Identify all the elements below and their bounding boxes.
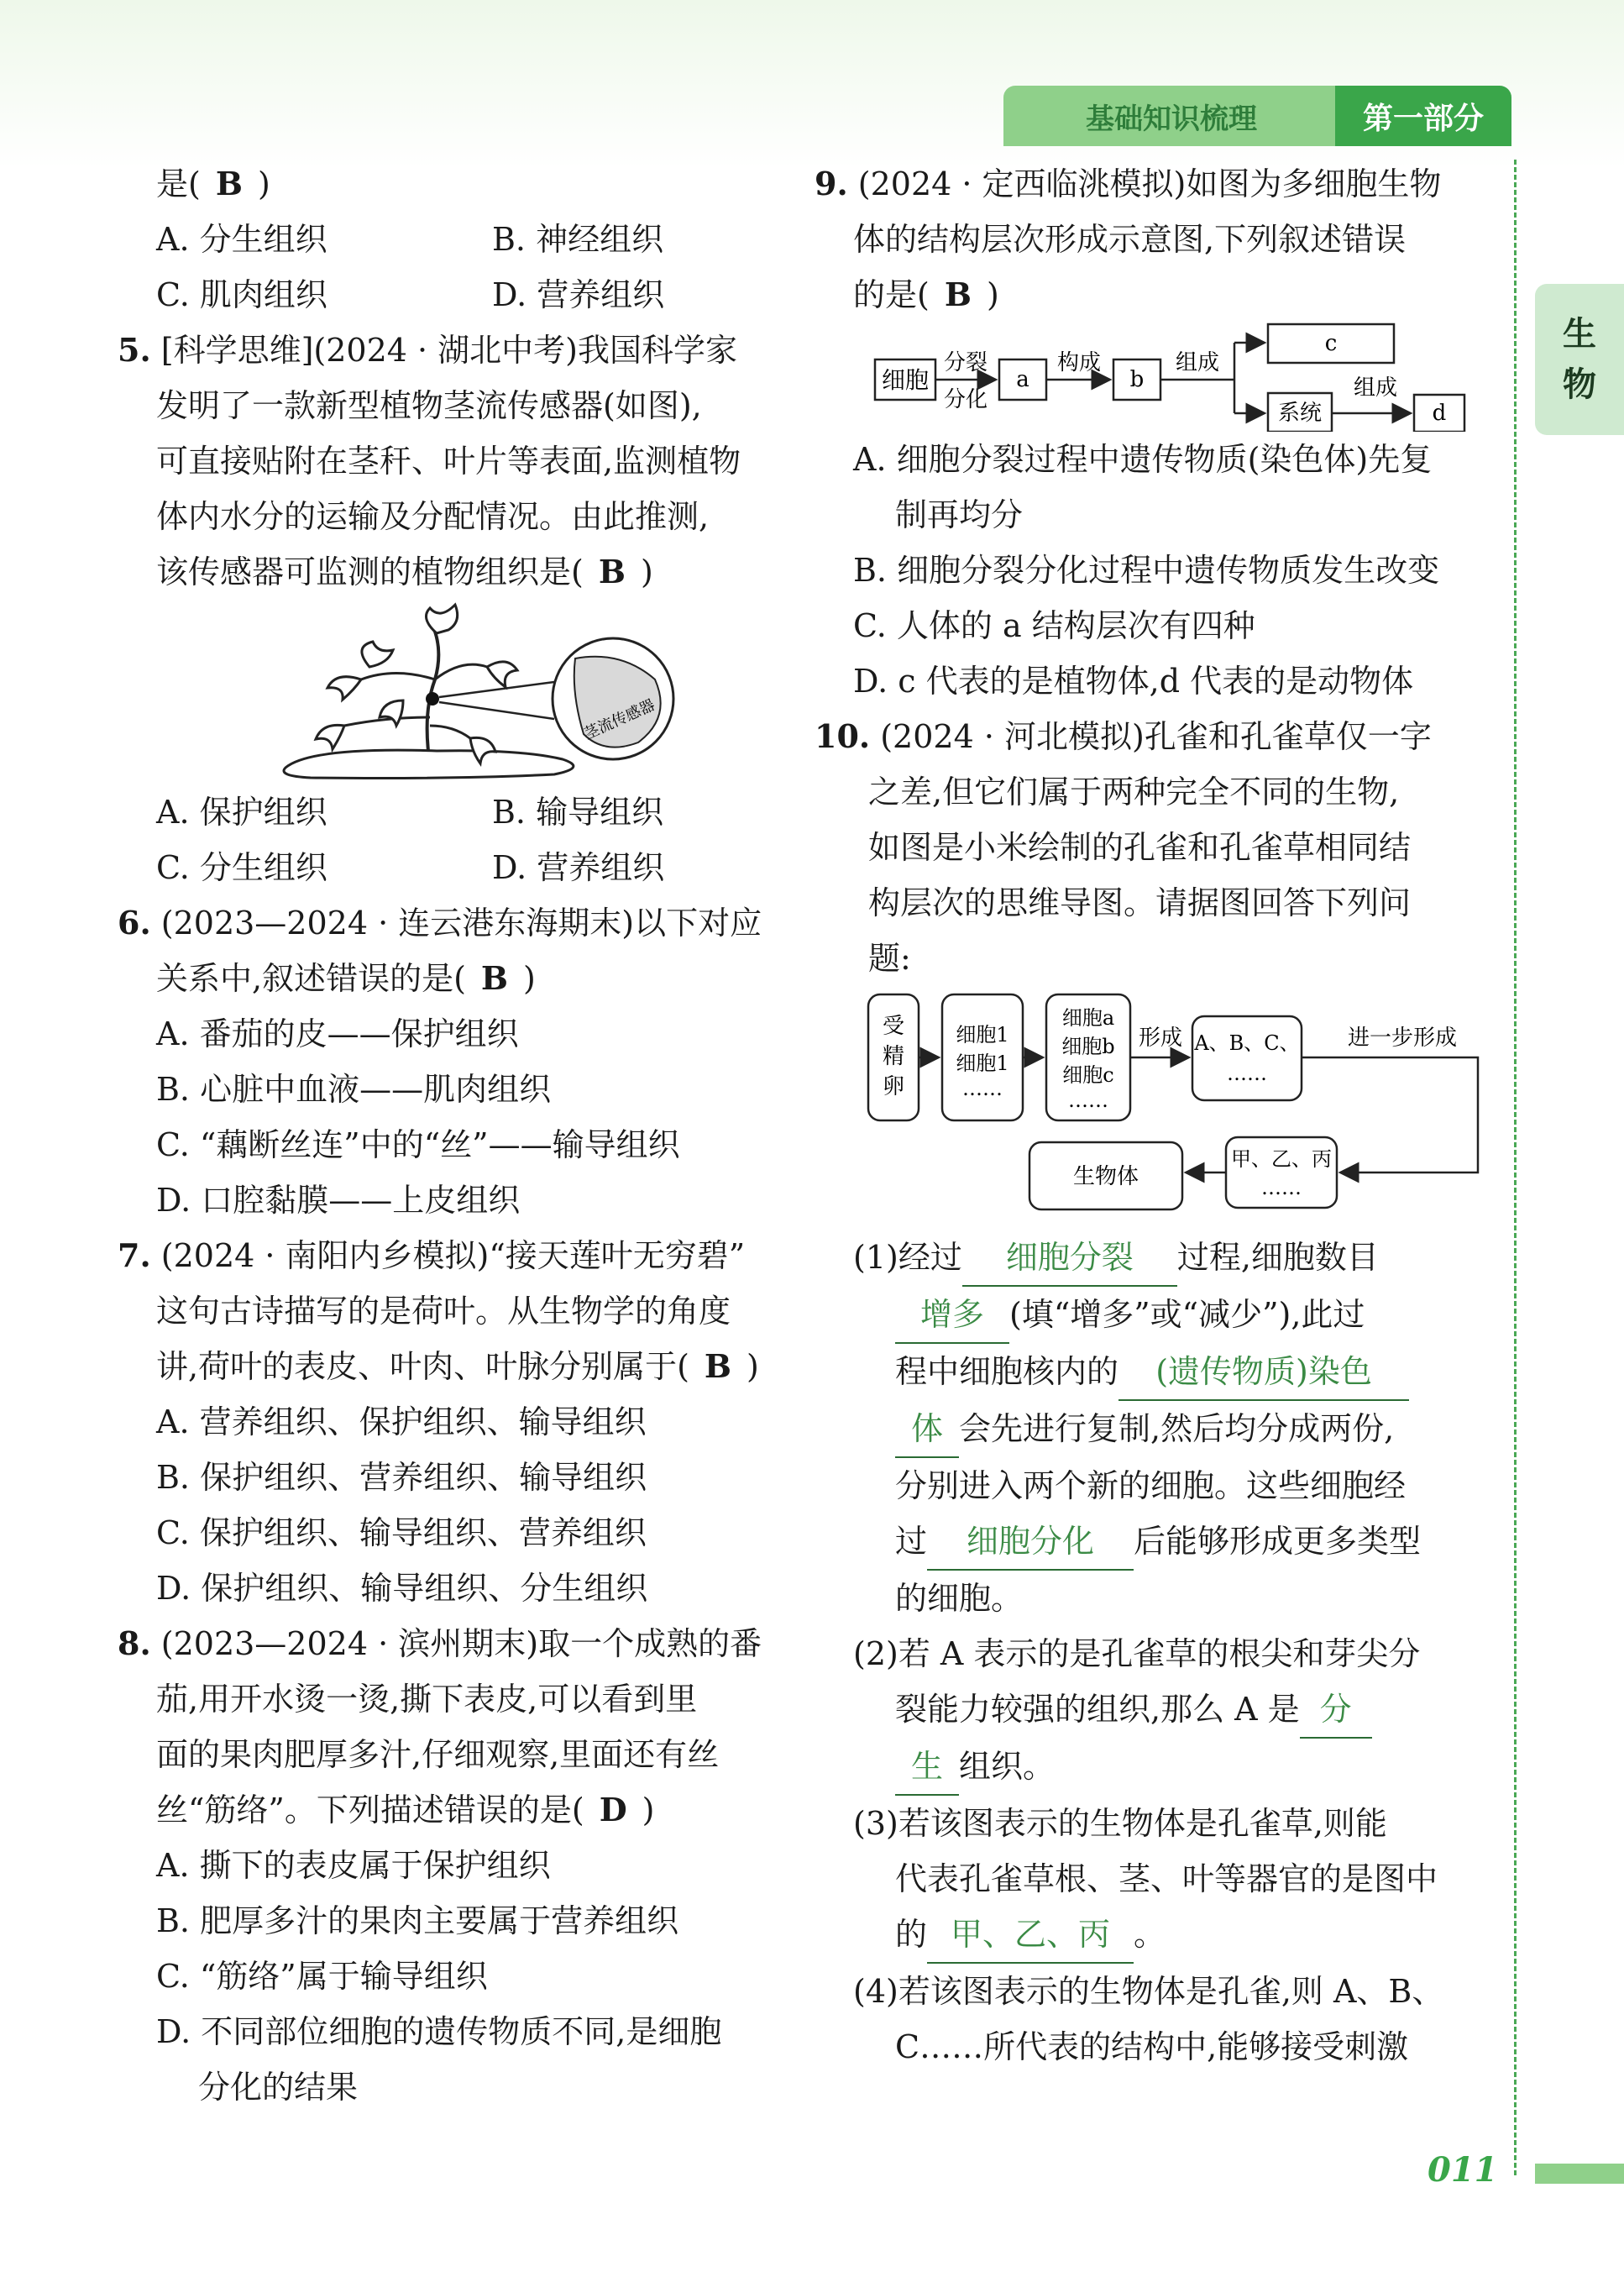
q10-s3-line-1: (3)若该图表示的生物体是孔雀草,则能 <box>853 1805 1387 1842</box>
q7-line-3: 讲,荷叶的表皮、叶肉、叶脉分别属于( B ) <box>118 1339 781 1394</box>
q10-cell1-2: 细胞1 <box>956 1052 1009 1075</box>
q4-option-d: D. 营养组织 <box>492 276 665 313</box>
q9-flow-svg <box>815 323 1503 432</box>
q9-zucheng2-label: 组成 <box>1353 375 1398 401</box>
q9-line-1: 9. (2024 · 定西临洮模拟)如图为多细胞生物 <box>815 165 1442 202</box>
subject-char-1: 生 <box>1563 315 1596 354</box>
q8-answer: D <box>599 1791 627 1828</box>
q10-mindmap-diagram <box>815 986 1503 1230</box>
q5-option-d: D. 营养组织 <box>492 849 665 886</box>
q9-fenlie-label: 分裂 <box>943 350 988 375</box>
q10-s1-line-6: 过 细胞分化 后能够形成更多类型 <box>815 1513 1503 1571</box>
sensor-label: 茎流传感器 <box>581 696 658 743</box>
q10-abc-1: A、B、C、 <box>1194 1031 1300 1055</box>
part-tab: 第一部分 <box>1335 86 1511 146</box>
q5-line-4: 体内水分的运输及分配情况。由此推测, <box>156 498 710 535</box>
q9-option-c: C. 人体的 a 结构层次有四种 <box>853 607 1255 644</box>
q10-s1-line-4: 体 会先进行复制,然后均分成两份, <box>815 1401 1503 1458</box>
q10-s1-blank-3b: 体 <box>895 1401 959 1458</box>
q5-options-row1 <box>118 784 781 840</box>
section-tab: 基础知识梳理 <box>1003 86 1339 146</box>
q6-answer: B <box>480 959 509 997</box>
q8-option-a: A. 撕下的表皮属于保护组织 <box>156 1847 551 1884</box>
subject-char-2: 物 <box>1563 365 1596 404</box>
q10-s1-blank-3a: (遗传物质)染色 <box>1118 1344 1409 1401</box>
q5-option-c: C. 分生组织 <box>156 849 327 886</box>
q10-box-abc <box>1192 1016 1302 1100</box>
q10-egg-3: 卵 <box>882 1074 905 1099</box>
q10-line-3: 如图是小米绘制的孔雀和孔雀草相同结 <box>868 829 1412 866</box>
q4-stem: 是( B ) <box>118 156 781 212</box>
q9-option-a-line2: 制再均分 <box>895 496 1024 533</box>
q9-b-label: b <box>1129 367 1145 392</box>
q10-mindmap-svg <box>815 986 1503 1230</box>
q10-s4-line-2: C……所代表的结构中,能够接受刺激 <box>895 2028 1409 2065</box>
q8-line-1: 8. (2023—2024 · 滨州期末)取一个成熟的番 <box>118 1624 762 1662</box>
q10-organism-label: 生物体 <box>1072 1164 1139 1189</box>
q8-line-4: 丝“筋络”。下列描述错误的是( D ) <box>118 1782 781 1838</box>
q10-s1-blank-2: 增多 <box>895 1287 1009 1344</box>
q10-line-4: 构层次的思维导图。请据图回答下列问 <box>868 884 1412 921</box>
q10-cell2-3: 细胞c <box>1062 1063 1114 1087</box>
q10-s1-line-7: 的细胞。 <box>895 1580 1024 1617</box>
q5-plant-sensor-figure <box>118 600 781 784</box>
q8-number: 8. <box>118 1624 151 1662</box>
q10-line-5: 题: <box>868 940 911 977</box>
q7-option-b: B. 保护组织、营养组织、输导组织 <box>156 1459 647 1496</box>
q6-number: 6. <box>118 904 151 942</box>
q10-s1-line-2: 增多 (填“增多”或“减少”),此过 <box>815 1287 1503 1344</box>
q4-option-c: C. 肌肉组织 <box>156 276 327 313</box>
q7-line-2: 这句古诗描写的是荷叶。从生物学的角度 <box>156 1293 731 1330</box>
q6-option-a: A. 番茄的皮——保护组织 <box>156 1015 519 1052</box>
q10-s1-blank-4: 细胞分化 <box>927 1513 1134 1571</box>
q8-option-d-line1: D. 不同部位细胞的遗传物质不同,是细胞 <box>156 2013 722 2050</box>
page-number: 011 <box>1428 2150 1498 2190</box>
q10-s1-line-3: 程中细胞核内的 (遗传物质)染色 <box>815 1344 1503 1401</box>
q4-answer: B <box>215 165 243 202</box>
q10-s1-blank-1: 细胞分裂 <box>962 1230 1177 1287</box>
q9-option-d: D. c 代表的是植物体,d 代表的是动物体 <box>853 663 1414 700</box>
q9-answer: B <box>944 275 972 313</box>
q10-s2-line-2: 裂能力较强的组织,那么 A 是 分 <box>815 1681 1503 1739</box>
q9-system-label: 系统 <box>1277 401 1323 426</box>
q10-s3-line-3: 的 甲、乙、丙 。 <box>815 1907 1503 1964</box>
q5-number: 5. <box>118 331 151 369</box>
right-column <box>815 156 1503 2075</box>
q9-cell-label: 细胞 <box>881 366 930 394</box>
left-column <box>118 156 781 2115</box>
q6-line-2: 关系中,叙述错误的是( B ) <box>118 951 781 1006</box>
q10-cell2-4: …… <box>1068 1089 1108 1112</box>
q10-cell2-2: 细胞b <box>1061 1035 1115 1058</box>
q9-option-b: B. 细胞分裂分化过程中遗传物质发生改变 <box>853 552 1440 589</box>
q9-zucheng1-label: 组成 <box>1175 350 1220 375</box>
q10-s3-blank-1: 甲、乙、丙 <box>927 1907 1134 1964</box>
q9-line-3: 的是( B ) <box>815 267 1503 323</box>
q5-line-5: 该传感器可监测的植物组织是( B ) <box>118 544 781 600</box>
q10-cell1-3: …… <box>962 1077 1003 1100</box>
q8-line-3: 面的果肉肥厚多汁,仔细观察,里面还有丝 <box>156 1736 720 1773</box>
q10-s2-blank-1b: 生 <box>895 1739 959 1796</box>
q5-line-2: 发明了一款新型植物茎流传感器(如图), <box>156 387 702 424</box>
q5-options-row2 <box>118 840 781 895</box>
page-number-bar <box>1535 2164 1624 2184</box>
q10-number: 10. <box>815 717 871 755</box>
q7-option-a: A. 营养组织、保护组织、输导组织 <box>156 1403 647 1440</box>
q9-line-2: 体的结构层次形成示意图,下列叙述错误 <box>853 221 1407 258</box>
q6-line-1: 6. (2023—2024 · 连云港东海期末)以下对应 <box>118 904 762 942</box>
q9-c-label: c <box>1324 331 1338 356</box>
q10-abc-2: …… <box>1227 1062 1267 1085</box>
q4-option-a: A. 分生组织 <box>156 221 327 258</box>
q7-number: 7. <box>118 1236 151 1274</box>
q5-option-a: A. 保护组织 <box>156 794 327 831</box>
q5-option-b: B. 输导组织 <box>492 794 664 831</box>
q8-option-d-line2: 分化的结果 <box>198 2069 359 2106</box>
q9-a-label: a <box>1016 367 1029 392</box>
q10-s2-line-1: (2)若 A 表示的是孔雀草的根尖和芽尖分 <box>853 1635 1421 1672</box>
q10-line-2: 之差,但它们属于两种完全不同的生物, <box>868 774 1400 811</box>
q10-egg-2: 精 <box>882 1044 905 1069</box>
q9-goucheng-label: 构成 <box>1056 350 1102 375</box>
q8-option-b: B. 肥厚多汁的果肉主要属于营养组织 <box>156 1902 679 1939</box>
q10-s2-line-3: 生 组织。 <box>815 1739 1503 1796</box>
q7-option-c: C. 保护组织、输导组织、营养组织 <box>156 1514 647 1551</box>
q4-option-b: B. 神经组织 <box>492 221 664 258</box>
q10-s3-line-2: 代表孔雀草根、茎、叶等器官的是图中 <box>895 1860 1438 1897</box>
q7-option-d: D. 保护组织、输导组织、分生组织 <box>156 1570 648 1607</box>
subject-tab <box>1535 284 1624 435</box>
q6-option-b: B. 心脏中血液——肌肉组织 <box>156 1071 552 1108</box>
q10-s1-line-5: 分别进入两个新的细胞。这些细胞经 <box>895 1467 1407 1504</box>
q10-s4-line-1: (4)若该图表示的生物体是孔雀,则 A、B、 <box>853 1973 1444 2010</box>
q9-structure-diagram <box>815 323 1503 432</box>
q10-s1-line-1: (1)经过 细胞分裂 过程,细胞数目 <box>815 1230 1503 1287</box>
q7-line-1: 7. (2024 · 南阳内乡模拟)“接天莲叶无穷碧” <box>118 1236 746 1274</box>
q10-form-label: 形成 <box>1138 1026 1183 1051</box>
q10-egg-1: 受 <box>882 1014 905 1039</box>
q6-option-d: D. 口腔黏膜——上皮组织 <box>156 1182 521 1219</box>
q9-d-label: d <box>1432 401 1447 426</box>
q5-answer: B <box>598 553 626 590</box>
margin-dashed-line <box>1514 160 1517 2175</box>
q6-option-c: C. “藕断丝连”中的“丝”——输导组织 <box>156 1126 680 1163</box>
q8-option-c: C. “筋络”属于输导组织 <box>156 1958 488 1995</box>
q10-further-label: 进一步形成 <box>1347 1026 1458 1051</box>
q9-fenhua-label: 分化 <box>943 387 988 412</box>
q4-options-row1 <box>118 212 781 267</box>
q9-number: 9. <box>815 165 848 202</box>
q5-line-1: 5. [科学思维](2024 · 湖北中考)我国科学家 <box>118 331 738 369</box>
plant-illustration <box>118 600 781 784</box>
q10-cell2-1: 细胞a <box>1061 1006 1115 1030</box>
q8-line-2: 茄,用开水烫一烫,撕下表皮,可以看到里 <box>156 1681 698 1718</box>
q7-answer: B <box>704 1347 732 1385</box>
q5-line-3: 可直接贴附在茎秆、叶片等表面,监测植物 <box>156 443 741 480</box>
q4-options-row2 <box>118 267 781 323</box>
q9-option-a-line1: A. 细胞分裂过程中遗传物质(染色体)先复 <box>853 441 1433 478</box>
q10-cell1-1: 细胞1 <box>956 1023 1009 1047</box>
q10-line-1: 10. (2024 · 河北模拟)孔雀和孔雀草仅一字 <box>815 717 1432 755</box>
q10-s2-blank-1a: 分 <box>1300 1681 1372 1739</box>
q10-jyb-2: …… <box>1261 1176 1302 1199</box>
q10-jyb-1: 甲、乙、丙 <box>1231 1147 1332 1171</box>
